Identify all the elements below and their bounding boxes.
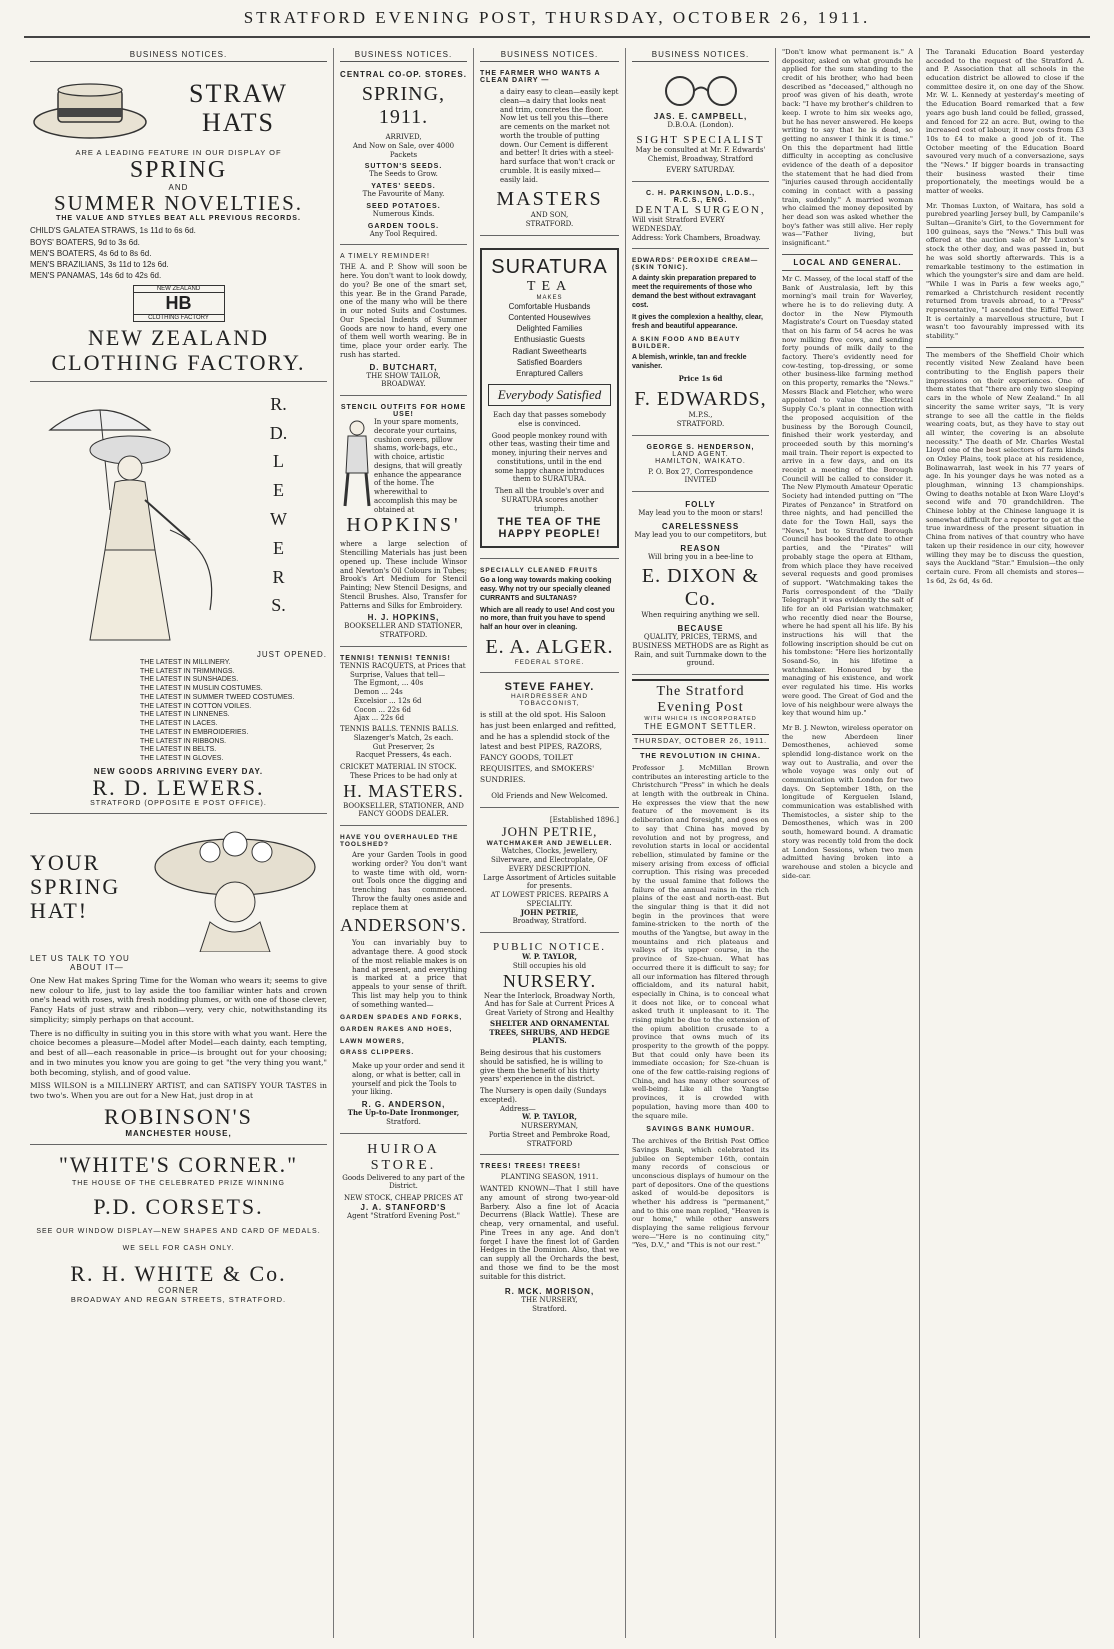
makes-item: Satisfied Boarders — [516, 357, 583, 367]
careless-text: May lead you to our competitors, but — [634, 530, 767, 539]
tool-item: GARDEN SPADES AND FORKS, — [340, 1014, 463, 1022]
broadway-text: BROADWAY. — [381, 380, 426, 389]
savings-continued: "Don't know what permanent is." A depositor, asked on what grounds he applied for the sum standing to the credit of his brother, who had been described as "deceased," although no proof was given of his death, wrote back: "I have my brother's children to keep. I wrote to him six weeks ago, but he has never answered. He keeps writing to say that he is dead, so getting no answer I think it is time." On this the department had little difficulty in accepting as conclusive evidence of the death of a depositor the statement that he had died from "injuries caused through accidentally coming in contact with a passing train, suddenly." A married woman who claimed the money deposited by her dead son was asked whether the boy's father was still alive. Her reply was—"Father living, but insignificant." — [782, 48, 913, 248]
about-text: ABOUT IT— — [70, 962, 124, 972]
lowest-text: AT LOWEST PRICES. REPAIRS A SPECIALITY. — [490, 891, 609, 908]
nursery-text: Near the Interlock, Broadway North, And has for Sale at Current Prices A Great Variety of Strong and Healthy — [483, 991, 616, 1018]
lewers-letter: S. — [271, 595, 286, 616]
butchart-name: D. BUTCHART, — [369, 362, 438, 372]
lady-hat-icon — [140, 822, 320, 952]
anderson-ad — [340, 830, 467, 1134]
petrie-ad — [480, 812, 619, 934]
lewers-letter: D. — [269, 422, 288, 443]
dboa-text: D.B.O.A. (London). — [667, 121, 734, 129]
delivered-text: Goods Delivered to any part of the District. — [342, 1173, 465, 1191]
campbell-ad — [632, 66, 769, 182]
rd-lewers-heading: R. D. LEWERS. — [92, 774, 265, 800]
racket-item: Demon ... 24s — [354, 688, 403, 696]
tools-text: Are your Garden Tools in good working order? You don't want to waste time with old, worn-out Tools once the digging and trenching has commenced. Throw the faulty ones aside and replace them at — [352, 851, 467, 912]
numerous-text: Numerous Kinds. — [372, 209, 435, 218]
wp-taylor-2: W. P. TAYLOR, — [522, 1112, 577, 1122]
news-text-1: The Taranaki Education Board yesterday acceded to the request of the Stratford A. and P. Association that all schools in the education district be allowed to close if the committee desire it, on one day of the Show. Mr. W. L. Kennedy at yesterday's meeting of the Education Board remarked that a few years ago bush land could be felled, grassed, and fenced for 22 an acre. But, owing to the increased cost of labour, it now costs from £3 10s to £4 to make a good job of it. The October meeting of the Education Board savoured very much of a conversazione, says the "News." If bigger boards in transacting their business wasted their time proportionately, the meetings would be a matter of weeks. — [926, 48, 1084, 195]
racquets-text: TENNIS RACQUETS, at Prices that — [340, 661, 466, 670]
celebrated-text: THE HOUSE OF THE CELEBRATED PRIZE WINNING — [71, 1180, 286, 1188]
henderson-ad — [632, 440, 769, 493]
lewers-ad — [30, 386, 327, 814]
racket-item: Excelsior ... 12s 6d — [354, 696, 422, 705]
date-text: THURSDAY, OCTOBER 26, 1911. — [632, 738, 769, 749]
price-item: BOYS' BOATERS, 9d to 3s 6d. — [30, 237, 140, 247]
ready-text: Which are all ready to use! And cost you no more, than fruit you have to spend half an hour over in cleaning. — [480, 606, 615, 632]
price-item: MEN'S BOATERS, 4s 6d to 8s 6d. — [30, 248, 152, 258]
the-nursery-text: THE NURSERY, — [521, 1296, 578, 1305]
value-text: THE VALUE AND STYLES BEAT ALL PREVIOUS RECORDS. — [56, 215, 301, 223]
masters-tennis-ad — [340, 651, 467, 826]
because-heading: BECAUSE — [677, 624, 724, 633]
price-item: CHILD'S GALATEA STRAWS, 1s 11d to 6s 6d. — [30, 226, 196, 236]
planting-text: PLANTING SEASON, 1911. — [500, 1173, 599, 1182]
huiroa-ad — [340, 1138, 467, 1227]
cricket-text: CRICKET MATERIAL IN STOCK. — [340, 763, 457, 771]
latest-item: THE LATEST IN RIBBONS. — [140, 737, 227, 745]
reason-text: Will bring you in a bee-line to — [647, 552, 754, 561]
old-friends-text: Old Friends and New Welcomed. — [491, 791, 608, 800]
morison-ad — [480, 1159, 619, 1320]
stencil-text: In your spare moments, decorate your curtains, cushion covers, pillow shams, work-bags, etc., with choice, artistic designs, that will greatly enhance the appearance of the home. The wherewithal to accomplish this may be obtained at — [374, 418, 463, 514]
nz-clothing-logo — [133, 285, 225, 322]
onsale-text: And Now on Sale, over 4000 Packets — [352, 141, 455, 159]
visit-text: Will visit Stratford EVERY WEDNESDAY. — [632, 216, 725, 233]
and-son-text: AND SON, — [530, 211, 569, 220]
large-text: Large Assortment of Articles suitable for presents. — [483, 873, 616, 891]
divider — [926, 347, 1084, 348]
column-1 — [24, 48, 334, 1638]
folly-heading: FOLLY — [685, 500, 716, 509]
latest-item: THE LATEST IN GLOVES. — [140, 755, 224, 763]
column-header: BUSINESS NOTICES. — [30, 48, 327, 62]
tool-item: GRASS CLIPPERS. — [340, 1049, 415, 1057]
watchmaker-text: WATCHMAKER AND JEWELLER. — [486, 840, 613, 848]
whites-heading: "WHITE'S CORNER." — [58, 1152, 299, 1178]
lady-with-parasol-icon — [30, 390, 230, 650]
peroxide-heading: EDWARDS' PEROXIDE CREAM— (SKIN TONIC). — [632, 257, 759, 272]
makes-item: Contented Housewives — [508, 312, 591, 322]
tea-of-heading: THE TEA OF THE HAPPY PEOPLE! — [497, 516, 602, 541]
logo-top: NEW ZEALAND — [134, 286, 224, 293]
folly-text: May lead you to the moon or stars! — [638, 509, 763, 517]
edwards-heading: F. EDWARDS, — [634, 388, 767, 410]
column-header: BUSINESS NOTICES. — [632, 48, 769, 62]
good-people-text: Good people monkey round with other teas, wasting their time and money, injuring their nerves and constitutions, until in the end some happy chance introduces them to SURATURA. — [489, 431, 610, 484]
everybody-banner: Everybody Satisfied — [488, 384, 611, 406]
desirous-text: Being desirous that his customers should be satisfied, he is willing to give them the benefit of his thirty years' experience in the district. — [480, 1049, 603, 1084]
stratford-text: STRATFORD. — [525, 220, 574, 228]
column-6 — [920, 48, 1090, 1638]
reminder-heading: A TIMELY REMINDER! — [340, 253, 430, 261]
hat-heading: HAT! — [30, 898, 89, 924]
latest-item: THE LATEST IN LINNENES. — [140, 711, 230, 719]
masters-cement-ad — [480, 66, 619, 236]
lewers-letter: E — [273, 480, 284, 501]
column-header: BUSINESS NOTICES. — [340, 48, 467, 62]
local-text: Mr C. Massey, of the local staff of the Bank of Australasia, left by this morning's mail train for Waverley, where he is to do relieving duty. A doctor in the New Plymouth Magistrate's Court on Tuesday stated that on his farm of 54 acres he was now milking five cows, and sending forty pounds of milk daily to the factory. There's evidently need for cow-testing, top-dressing, or some other business-like farming method on this property, remarks the "News." Messrs Black and Fletcher, who were appointed to value the Electrical Supply Co.'s plant in connection with the proposed acquisition of the business by the Borough Council, finished their work yesterday, and proceeded south by this morning's mail train. Their report is expected to arrive in a few days, and on its receipt a meeting of the Borough Council will be called to consider it. The New Plymouth Amateur Operatic Society had intended putting on "The Pirates of Penzance" in Stratford on three nights, and had pencilled the date for the Town Hall, says the "News," but to Stratford Borough Council has booked the date to other parties, and the "Pirates" will probably stage the opera at Eltham, from which place they have received several requests and good promises of support. "Watchmaking takes the Paris correspondent of the "Daily Telegraph" it was evidently the salt of life for an old Parisian watchmaker, who recently died near the Bourse, where he had spent all his life. By his instructions his will that the following inscription should be cut on his tombstone: "Here lies horizontally Sosand-So, in his lifetime a watchmaker. Honoured by the managing of his existence, and work ever regulated his time. His works were good. The Great of God and the love of his neighbour were always the key that wound him up." — [782, 274, 913, 718]
stratford-text: Stratford. — [386, 1117, 421, 1126]
robinsons-ad — [30, 818, 327, 1145]
ja-stanford: J. A. STANFORD'S — [360, 1202, 447, 1212]
anytool-text: Any Tool Required. — [369, 229, 438, 238]
suratura-ad — [480, 240, 619, 560]
column-5 — [776, 48, 920, 1638]
alger-heading: E. A. ALGER. — [485, 635, 614, 658]
skin-food-text: A SKIN FOOD AND BEAUTY BUILDER. — [632, 335, 741, 350]
masters-heading: MASTERS — [496, 188, 603, 211]
column-header: BUSINESS NOTICES. — [480, 48, 619, 62]
wp-taylor: W. P. TAYLOR, — [522, 952, 577, 962]
corsets-heading: P.D. CORSETS. — [93, 1194, 264, 1220]
lewers-letter: E — [273, 537, 284, 558]
man-stencilling-icon — [340, 418, 374, 508]
petrie-heading: JOHN PETRIE, — [501, 824, 598, 840]
overhauled-heading: HAVE YOU OVERHAULED THE TOOLSHED? — [340, 834, 459, 848]
hamilton-text: HAMILTON, WAIKATO. — [655, 457, 746, 465]
and-text: AND — [168, 183, 189, 193]
just-opened: JUST OPENED. — [256, 649, 327, 659]
makes-item: Enthusiastic Guests — [514, 335, 585, 345]
latest-item: THE LATEST IN LACES. — [140, 720, 218, 728]
stratford-text: STRATFORD. — [676, 419, 725, 428]
racket-item: Cocon ... 22s 6d — [354, 705, 411, 714]
revolution-text: Professor J. McMillan Brown contributes an interesting article to the Christchurch "Press" in which he deals at length with the outbreak in China. He expresses the view that the new feature of the movement is its deliberation and foresight, and goes on to say that China has moved by revolution and not by progress, and revolution starts in local or accidental rebellion, stimulated by famine or the misery arising from excess of official corruption. This rising was preceded by the usual famine that follows the failure of the annual rains in the rich plains of the east and north-east. But the singular thing is that it did not begin in the provinces that were famine-stricken to the north of the mouths of the Yangtse, but away in the mountains and rich plateaus and valleys of its upper course, in the province of Sze-chuan. What has occurred there it is difficult to say; for all our information has filtered through officialdom, and its natural habit, especially in China, is to conceal what it does not like, or to conceal what asked truth it unpleasant to it. The rising might be due to the extension of the opium abolition crusade to a province that owns much of its prosperity to the growth of the poppy. But that could only have been its immediate occasion; for Sze-chuan is one of the few cattle-raising regions of China, and has many other sources of well-being. Like all the Yangtse provinces, it is crowded with population, having more than 400 to the square mile. — [632, 764, 769, 1120]
still-text: Still occupies his old — [512, 961, 587, 970]
federal-text: FEDERAL STORE. — [514, 658, 585, 666]
latest-item: THE LATEST IN MUSLIN COSTUMES. — [140, 685, 263, 693]
makes-list — [488, 301, 611, 379]
local-text-2: Mr B. J. Newton, wireless operator on the new Aberdeen liner Demosthenes, achieved some splendid long-distance work on the way out to Australia, and over the whole voyage was only out of communication with London for two days. On September 18th, on the longitude of Kerguelen Island, communication was established with Themistocles, a sister ship to the Demosthenes, which was in 200 south, homeward bound. A dramatic story was recently told from the dock at London Sessions, when two men admitted having broken into a warehouse and stolen a bicycle and side-car. — [782, 723, 913, 880]
land-agent-text: LAND AGENT. — [672, 450, 729, 458]
makes-item: Comfortable Husbands — [508, 301, 591, 311]
petrie-name-2: JOHN PETRIE, — [520, 907, 579, 917]
reason-heading: REASON — [680, 543, 721, 553]
news-text-3: The members of the Sheffield Choir which recently visited New Zealand have been contributing to the English papers their impressions on their experiences. One of them states that "there are only two sleeping cars in the whole of New Zealand." In all sincerity the same writer says, "It is very strange to see all the cattle in the fields wearing coats, but, as they have to stay out all winter, the covering is an absolute necessity." The death of Mr. Charles Westal Lloyd one of the best selectors of farm kinds on Oxley Plains, took place at his residence, Bolinawarrah, last week in his 77 years of age. In his younger days he was noted as a ploughman, winning 13 championships. Owing to deaths notable at Ixon Ware Lloyd's second wife and 70 grandchildren. The Chinese lobby at the Chinese language it is somewhat difficult for a reporter to get at the true inwardness of the present situation in China from natives of that country who have taken up their residence in our city, however willing they may be to discuss the question, says the Auckland "Star." Emulsion—the only certain cure. From all chemists and stores—1s 6d, 2s 6d, 4s 6d. — [926, 350, 1084, 585]
dairy-text: a dairy easy to clean—easily kept clean—a dairy that looks neat and trim, concretes the floor. Now let us tell you this—there are cements on the market not worth the trouble of putting down. Our Cement is different and better! It dries with a steel-hard surface that won't crack or crumble. It is easily mixed—easily laid. — [500, 88, 619, 184]
robinsons-para-2: There is no difficulty in suiting you in this store with what you want. Here the choice becomes a pleasure—Model after Model—each dainty, each tempting, and best of all—each reasonable in price—is brought out for your choosing; and in two minutes you know you are going to get "the very thing you want," both becoming, stylish, and of good value. — [30, 1028, 327, 1077]
h-masters-heading: H. MASTERS. — [343, 780, 464, 801]
robinsons-heading: ROBINSON'S — [104, 1103, 253, 1129]
balls-text: TENNIS BALLS. TENNIS BALLS. — [340, 725, 459, 733]
spring-1911-heading: SPRING, 1911. — [361, 83, 446, 128]
spring-heading-2: SPRING — [30, 873, 121, 899]
parkinson-ad — [632, 186, 769, 249]
tool-item: LAWN MOWERS, — [340, 1037, 405, 1045]
makes-item: Delighted Families — [516, 324, 583, 334]
garden-tools-text: GARDEN TOOLS. — [367, 222, 440, 230]
arrived-text: ARRIVED, — [385, 133, 422, 141]
editorial-section — [632, 679, 769, 1250]
lewers-letter: R. — [270, 393, 287, 414]
latest-item: THE LATEST IN SUMMER TWEED COSTUMES. — [140, 693, 295, 701]
wanted-text: WANTED KNOWN—That I still have any amount of strong two-year-old Barbery. Also a fine lot of Acacia Decurrens (Black Wattle). These are cheap, very ornamental, and useful. Pine Trees in any age. And don't forget I have the finest lot of Garden Hedges in the Dominion. Also, that we can supply all the Orchards the best, and those we find to be the most suitable for this district. — [480, 1185, 619, 1281]
fahey-text: is still at the old spot. His Saloon has just been enlarged and refitted, and he has a splendid stock of the latest and best PIPES, RAZORS, FANCY GOODS, TOILET REQUISITES, and SMOKERS' SUNDRIES. — [480, 709, 617, 785]
nursery-heading: NURSERY. — [502, 970, 597, 991]
huiroa-heading: HUIROA STORE. — [367, 1141, 440, 1173]
seeds-grow-text: The Seeds to Grow. — [369, 170, 438, 179]
column-3 — [474, 48, 626, 1638]
tea-heading: TEA — [526, 278, 573, 294]
sight-heading: SIGHT SPECIALIST — [636, 133, 765, 146]
alger-ad — [480, 563, 619, 673]
hopkins-ad — [340, 400, 467, 647]
presses-text: Racquet Pressers, 4s each. — [355, 751, 452, 760]
logo-mark: HB — [165, 293, 192, 314]
newstock-text: NEW STOCK, CHEAP PRICES AT — [343, 1194, 464, 1202]
stencil-heading: STENCIL OUTFITS FOR HOME USE! — [340, 404, 467, 418]
summer-heading: SUMMER NOVELTIES. — [53, 191, 304, 216]
latest-list — [30, 659, 327, 764]
each-day-text: Each day that passes somebody else is convinced. — [493, 411, 606, 428]
peroxide-text: A dainty skin preparation prepared to meet the requirements of those who demand the best without extravagant cost. — [632, 275, 757, 309]
parkinson-name: C. H. PARKINSON, L.D.S., R.C.S., ENG. — [645, 190, 756, 204]
logo-bottom: CLOTHING FACTORY — [134, 314, 224, 321]
tool-item: GARDEN RAKES AND HOES, — [340, 1025, 453, 1033]
incorporated-text: WITH WHICH IS INCORPORATED — [644, 716, 757, 722]
central-heading: CENTRAL CO-OP. STORES. — [340, 70, 467, 79]
whites-ad — [30, 1149, 327, 1310]
suratura-box — [480, 248, 619, 549]
reminder-text: THE A. and P. Show will soon be here. You don't want to look dowdy, do you? Be one of the smart set, this year. Be in the Grand Parade, one of the many who will be there in our noted Suits and Costumes. Our Special Indents of Summer Goods are now to hand, every one of them well worth wearing. Be in time, place your order early. The rush has started. — [340, 263, 467, 359]
your-heading: YOUR — [30, 849, 101, 875]
consulted-text: May be consulted at Mr. F. Edwards' Chemist, Broadway, Stratford — [635, 145, 766, 163]
column-4 — [626, 48, 776, 1638]
price-item: MEN'S BRAZILIANS, 3s 11d to 12s 6d. — [30, 260, 169, 270]
robinsons-para-3: MISS WILSON is a MILLINERY ARTIST, and can SATISFY YOUR TASTES in two two's. When you are out for a New Hat, just drop in at — [30, 1081, 327, 1101]
bookseller-text: BOOKSELLER AND STATIONER, STRATFORD. — [344, 622, 463, 639]
racket-list — [340, 679, 467, 723]
fahey-ad — [480, 677, 619, 808]
every-sat-text: EVERY SATURDAY. — [666, 166, 735, 175]
cleaned-heading: SPECIALLY CLEANED FRUITS — [480, 567, 599, 575]
established-text: [Established 1896.] — [549, 815, 619, 824]
dixon-ad — [632, 496, 769, 675]
butchart-ad — [340, 249, 467, 396]
column-2 — [334, 48, 474, 1638]
makes-item: Enraptured Callers — [516, 368, 583, 378]
new-goods: NEW GOODS ARRIVING EVERY DAY. — [93, 766, 264, 776]
makes-text: MAKES — [536, 294, 563, 301]
mps-text: M.P.S., — [688, 411, 713, 419]
public-heading: PUBLIC NOTICE. — [493, 941, 606, 954]
straw-hats-ad — [30, 66, 327, 382]
trees-heading: TREES! TREES! TREES! — [480, 1163, 581, 1171]
spring-heading: SPRING — [129, 157, 228, 183]
portia-text: Portia Street and Pembroke Road, STRATFORD — [488, 1130, 611, 1148]
andersons-text: You can invariably buy to advantage there. A good stock of the most reliable makes is on hand at present, and everything is marked at a price that appeals to your sense of thrift. This list may help you to think of something wanted— — [352, 939, 467, 1009]
hopkins-text: where a large selection of Stencilling Materials has just been opened up. These include Winsor and Newton's Oil Colours in Tubes; Brook's Art Medium for Stencil Painting; New Stencil Designs, and Stencil Brushes. Also, Transfer for Patterns and Silks for Embroidery. — [340, 540, 467, 610]
lewers-address: STRATFORD (OPPOSITE E POST OFFICE). — [90, 799, 267, 807]
cash-text: WE SELL FOR CASH ONLY. — [122, 1244, 235, 1252]
address-text: Address: York Chambers, Broadway. — [632, 233, 761, 242]
make-up-text: Make up your order and send it along, or what is better, call in yourself and pick the Tools to your liking. — [352, 1062, 465, 1097]
robinsons-para-1: One New Hat makes Spring Time for the Woman who wears it; seems to give new colour to life, just to lay aside the too familiar winter hats and crown one's head with roses, with fresh nodding plumes, or with one of those clever, Fancy Hats of just straw and ribbon—very, very chic, notwithstanding its simplicity; simply perhaps on that account. — [30, 975, 327, 1024]
paper-name: The Stratford Evening Post — [632, 679, 769, 716]
morison-name: R. MCK. MORISON, — [504, 1287, 595, 1297]
cleaned-text: Go a long way towards making cooking easy. Why not try our specially cleaned CURRANTS and SULTANAS? — [480, 577, 612, 602]
gut-text: Gut Preserver, 2s — [372, 742, 435, 751]
window-text: SEE OUR WINDOW DISPLAY—NEW SHAPES AND CARD OF MEDALS. — [36, 1227, 321, 1235]
feature-text: ARE A LEADING FEATURE IN OUR DISPLAY OF — [75, 148, 282, 157]
tailor-text: THE SHOW TAILOR, — [366, 371, 441, 380]
henderson-name: GEORGE S. HENDERSON, — [646, 443, 755, 451]
news-text-2: Mr. Thomas Luxton, of Waitara, has sold a purebred yearling Jersey bull, by Campanile's Sultan—Granite's Girl, to the Government for 100 guineas, says the "News." This bull was offered at the auction sale of Mr Luxton's stock the other day, and was passed in, but he was sold shortly afterwards. This is a remarkable testimony to the estimation in which the youngster's sire and dam are held. "While I was in Paris a few weeks ago," remarked a Christchurch resident recently returned from travels abroad, to a "Press" representative, "I ascended the Eiffel Tower. It is certainly a marvellous structure, but I wasn't too favourably impressed with its stability." — [926, 201, 1084, 340]
slazenger-text: Slazenger's Match, 2s each. — [353, 733, 454, 742]
egmont-text: THE EGMONT SETTLER. — [632, 722, 769, 735]
nz-clothing-heading: NEW ZEALAND CLOTHING FACTORY. — [51, 325, 306, 375]
broadway-text: Broadway, Stratford. — [512, 917, 587, 926]
lewers-letter: L — [273, 451, 284, 472]
suratura-heading: SURATURA — [491, 255, 608, 278]
racket-item: Ajax ... 22s 6d — [354, 714, 405, 723]
then-all-text: Then all the trouble's over and SURATURA scores another triumph. — [494, 487, 605, 513]
tools-list — [340, 1012, 467, 1059]
agent-text: Agent "Stratford Evening Post." — [347, 1211, 460, 1220]
open-text: The Nursery is open daily (Sundays excepted). — [480, 1087, 607, 1104]
farmer-heading: THE FARMER WHO WANTS A CLEAN DAIRY — — [480, 70, 601, 84]
savings-heading: SAVINGS BANK HUMOUR. — [646, 1126, 755, 1134]
andersons-heading: ANDERSON'S. — [340, 915, 467, 936]
rh-white-heading: R. H. WHITE & Co. — [70, 1260, 287, 1286]
boater-hat-icon — [30, 74, 150, 144]
shelter-text: SHELTER AND ORNAMENTAL TREES, SHRUBS, AND HEDGE PLANTS. — [489, 1018, 610, 1046]
straw-heading: STRAW — [189, 79, 288, 109]
when-text: When requiring anything we sell. — [641, 611, 760, 620]
revolution-heading: THE REVOLUTION IN CHINA. — [640, 753, 761, 760]
hj-hopkins: H. J. HOPKINS, — [367, 613, 440, 623]
yates-text: YATES' SEEDS. — [371, 183, 436, 190]
central-coop-ad — [340, 66, 467, 245]
quality-text: QUALITY, PRICES, TERMS, and BUSINESS METHODS are as Right as Rain, and suit Turnmake down to the ground. — [632, 633, 769, 668]
stratford-text-2: Stratford. — [532, 1305, 567, 1314]
makes-item: Radiant Sweethearts — [512, 346, 587, 356]
price-text: Price 1s 6d — [678, 374, 723, 384]
seed-potatoes-text: SEED POTATOES. — [366, 202, 441, 210]
address-label: Address— — [500, 1104, 536, 1113]
dixon-heading: E. DIXON & Co. — [641, 565, 760, 611]
lewers-letter: R — [272, 566, 285, 587]
manchester-text: MANCHESTER HOUSE, — [125, 1129, 232, 1139]
watches-text: Watches, Clocks, Jewellery, Silverware, and Electroplate, OF EVERY DESCRIPTION. — [491, 847, 608, 873]
favourite-text: The Favourite of Many. — [362, 190, 445, 198]
edwards-ad — [632, 253, 769, 435]
nurseryman-text: NURSERYMAN, — [520, 1122, 578, 1131]
racket-item: The Egmont, ... 40s — [354, 679, 424, 688]
streets-text: BROADWAY AND REGAN STREETS, STRATFORD. — [70, 1294, 287, 1304]
latest-item: THE LATEST IN MILLINERY. — [140, 658, 231, 666]
latest-item: THE LATEST IN BELTS. — [140, 746, 217, 754]
rg-anderson: R. G. ANDERSON, — [361, 1100, 446, 1109]
hopkins-heading: HOPKINS' — [346, 514, 461, 537]
dental-heading: DENTAL SURGEON, — [635, 204, 766, 216]
careless-heading: CARELESSNESS — [661, 521, 740, 531]
latest-item: THE LATEST IN SUNSHADES. — [140, 676, 239, 684]
pobox-text: P. O. Box 27, Correspondence INVITED — [648, 467, 753, 485]
corner-text: CORNER — [158, 1285, 199, 1295]
latest-item: THE LATEST IN COTTON VOILES. — [140, 702, 252, 710]
lewers-letter: W — [270, 508, 287, 529]
these-text: These Prices to be had only at — [349, 771, 458, 780]
masthead: STRATFORD EVENING POST, THURSDAY, OCTOBER 26, 1911. — [24, 8, 1090, 38]
price-item: MEN'S PANAMAS, 14s 6d to 42s 6d. — [30, 271, 162, 281]
local-general-heading: LOCAL AND GENERAL. — [782, 254, 913, 271]
taylor-ad — [480, 937, 619, 1155]
ironmonger-text: The Up-to-Date Ironmonger, — [347, 1108, 460, 1117]
hairdresser-text: HAIRDRESSER AND TOBACCONIST, — [510, 692, 589, 707]
price-list — [30, 225, 327, 281]
latest-item: THE LATEST IN TRIMMINGS. — [140, 667, 235, 675]
latest-item: THE LATEST IN EMBROIDERIES. — [140, 728, 249, 736]
savings-text: The archives of the British Post Office Savings Bank, which celebrated its jubilee on September 16th, contain many records of conscious or unconscious displays of humour on the part of depositors. One of the questions asked of would-be depositors is whether his address is "permanent," and to this one man replied, "Heaven is our home," while other answers displaying the same religious fervour were—"Here is no continuing city," "Yes, D.V.," and "This is not our rest." — [632, 1137, 769, 1250]
spectacles-icon — [656, 74, 746, 108]
suttons-text: SUTTON'S SEEDS. — [364, 163, 443, 171]
complexion-text: It gives the complexion a healthy, clear, fresh and beautiful appearance. — [632, 314, 763, 330]
fahey-heading: STEVE FAHEY. — [504, 680, 595, 693]
tennis-heading: TENNIS! TENNIS! TENNIS! — [340, 654, 451, 662]
masters-sub: BOOKSELLER, STATIONER, AND FANCY GOODS DEALER. — [343, 801, 464, 819]
talk-text: LET US TALK TO YOU — [30, 953, 130, 963]
hats-heading: HATS — [201, 108, 275, 137]
surprise-text: Surprise, Values that tell— — [350, 670, 446, 679]
blemish-text: A blemish, wrinkle, tan and freckle vanisher. — [632, 353, 747, 370]
campbell-name: JAS. E. CAMPBELL, — [653, 112, 748, 121]
